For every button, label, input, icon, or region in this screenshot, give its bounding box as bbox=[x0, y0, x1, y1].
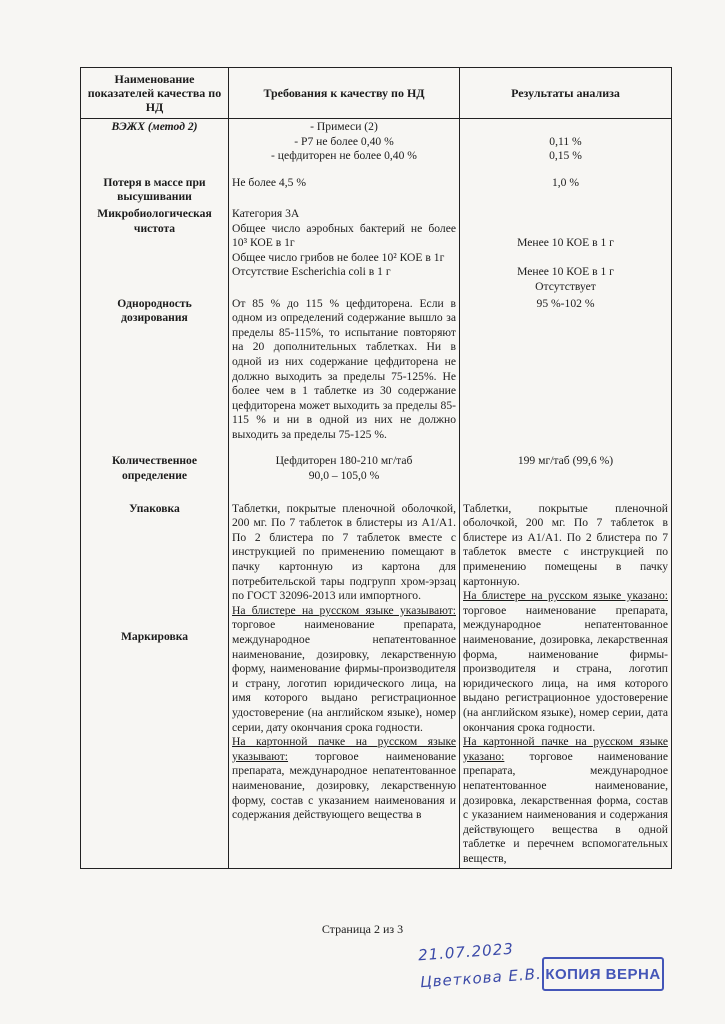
table-row bbox=[81, 453, 672, 484]
row-res-packaging bbox=[460, 501, 672, 868]
table-row bbox=[81, 206, 672, 296]
packaging-req-text: Таблетки, покрытые пленочной оболочкой, 200 мг. По 7 таблеток в блистеры из А1/А1. По 2 блистера по 7 таблеток вместе с инструкцией по применению помещают в пачку картонную из картона для потребительской тары подгрупп хром-эрзац по ГОСТ 32096-2013 или импортного. bbox=[232, 501, 456, 603]
header-requirements: Требования к качеству по НД bbox=[229, 68, 460, 119]
marking-res-blister-text: торговое наименование препарата, международное непатентованное наименование, дозировка, лекарственная форма, наименование фирмы-производителя и страна, логотип юридического лица, на имя которого выдано регистрационное удостоверение (на английском языке), номер серии, дата окончания срока годности. bbox=[463, 603, 668, 734]
marking-label: Маркировка bbox=[120, 630, 189, 644]
table-row bbox=[81, 119, 672, 165]
table-header-row bbox=[81, 68, 672, 119]
row-name-uniformity: Однородность дозирования bbox=[81, 296, 229, 444]
req-line: 90,0 – 105,0 % bbox=[308, 469, 380, 483]
res-line: Отсутствует bbox=[535, 279, 596, 293]
row-name-loss: Потеря в массе при высушивании bbox=[81, 175, 229, 206]
packaging-res-text: Таблетки, покрытые пленочной оболочкой, 200 мг. По 7 таблеток в блистере из А1/А1. По 2 блистера по 7 таблеток вместе с инструкцией по применению помещены в пачку картонную. bbox=[463, 501, 668, 588]
marking-res-carton-head: На картонной пачке на русском языке указано: bbox=[463, 735, 668, 763]
req-line: - цефдиторен не более 0,40 % bbox=[271, 149, 417, 163]
marking-carton-head: На картонной пачке на русском языке указывают: bbox=[232, 735, 456, 763]
res-line: 0,11 % bbox=[549, 134, 582, 148]
row-req-hplc bbox=[229, 119, 460, 165]
res-line: Менее 10 КОЕ в 1 г bbox=[517, 265, 614, 279]
copy-verified-stamp: КОПИЯ ВЕРНА bbox=[542, 957, 664, 991]
req-line: Общее число аэробных бактерий не более 10³ КОЕ в 1г bbox=[232, 221, 456, 250]
req-line: Отсутствие Escherichia coli в 1 г bbox=[232, 265, 391, 279]
table-row bbox=[81, 296, 672, 444]
marking-res-blister-head: На блистере на русском языке указано: bbox=[463, 589, 668, 603]
row-name-assay: Количественное определение bbox=[81, 453, 229, 484]
req-line: - P7 не более 0,40 % bbox=[294, 134, 394, 148]
req-line: Категория 3А bbox=[232, 206, 300, 220]
row-req-packaging bbox=[229, 501, 460, 868]
quality-table bbox=[80, 67, 672, 869]
marking-carton-text: торговое наименование препарата, международное непатентованное наименование, дозировку, лекарственную форму, состав с указанием наименования и содержания действующего вещества в bbox=[232, 749, 456, 822]
header-indicator: Наименование показателей качества по НД bbox=[81, 68, 229, 119]
row-req-uniformity: От 85 % до 115 % цефдиторена. Если в одном из определений содержание вышло за пределы 85-115%, то испытание повторяют на 20 дополнительных таблетках. Ни в одной из них содержание цефдиторена не должно выходить за пределы 75-125%. Не более чем в 1 таблетке из 30 содержание цефдиторена может выходить за пределы 85-115 % и ни в одной из них не должно выходить за пределы 75-125 %. bbox=[229, 296, 460, 444]
table-row bbox=[81, 501, 672, 868]
row-req-loss: Не более 4,5 % bbox=[229, 175, 460, 206]
row-req-assay bbox=[229, 453, 460, 484]
row-res-uniformity: 95 %-102 % bbox=[460, 296, 672, 444]
handwritten-date: 21.07.2023 bbox=[417, 939, 515, 965]
req-line: Цефдиторен 180-210 мг/таб bbox=[275, 454, 413, 468]
row-res-assay: 199 мг/таб (99,6 %) bbox=[460, 453, 672, 484]
table-row bbox=[81, 175, 672, 206]
marking-res-carton-text: торговое наименование препарата, международное непатентованное наименование, дозировка, лекарственная форма, состав с указанием наименования и содержания действующего вещества в одной таблетке и перечнем вспомогательных веществ, bbox=[463, 749, 668, 865]
handwritten-signature: Цветкова Е.В. bbox=[419, 964, 543, 992]
marking-blister-head: На блистере на русском языке указывают: bbox=[232, 603, 456, 617]
req-line: Общее число грибов не более 10² КОЕ в 1г bbox=[232, 250, 445, 264]
res-line: Менее 10 КОЕ в 1 г bbox=[517, 236, 614, 250]
req-line: - Примеси (2) bbox=[310, 120, 378, 133]
header-results: Результаты анализа bbox=[460, 68, 672, 119]
row-res-micro bbox=[460, 206, 672, 296]
row-name-packaging bbox=[81, 501, 229, 868]
row-name-micro: Микробиологическая чистота bbox=[81, 206, 229, 296]
row-name-hplc: ВЭЖХ (метод 2) bbox=[81, 119, 229, 165]
packaging-label: Упаковка bbox=[129, 501, 180, 515]
row-res-loss: 1,0 % bbox=[460, 175, 672, 206]
page-number: Страница 2 из 3 bbox=[321, 922, 404, 936]
marking-blister-text: торговое наименование препарата, международное непатентованное наименование, дозировку, лекарственную форму, наименование фирмы-производителя и страну, логотип юридического лица, на имя которого выдано регистрационное удостоверение (на английском языке), номер серии, дату окончания срока годности. bbox=[232, 618, 456, 734]
row-res-hplc bbox=[460, 119, 672, 165]
res-line: 0,15 % bbox=[549, 149, 582, 163]
row-req-micro bbox=[229, 206, 460, 296]
